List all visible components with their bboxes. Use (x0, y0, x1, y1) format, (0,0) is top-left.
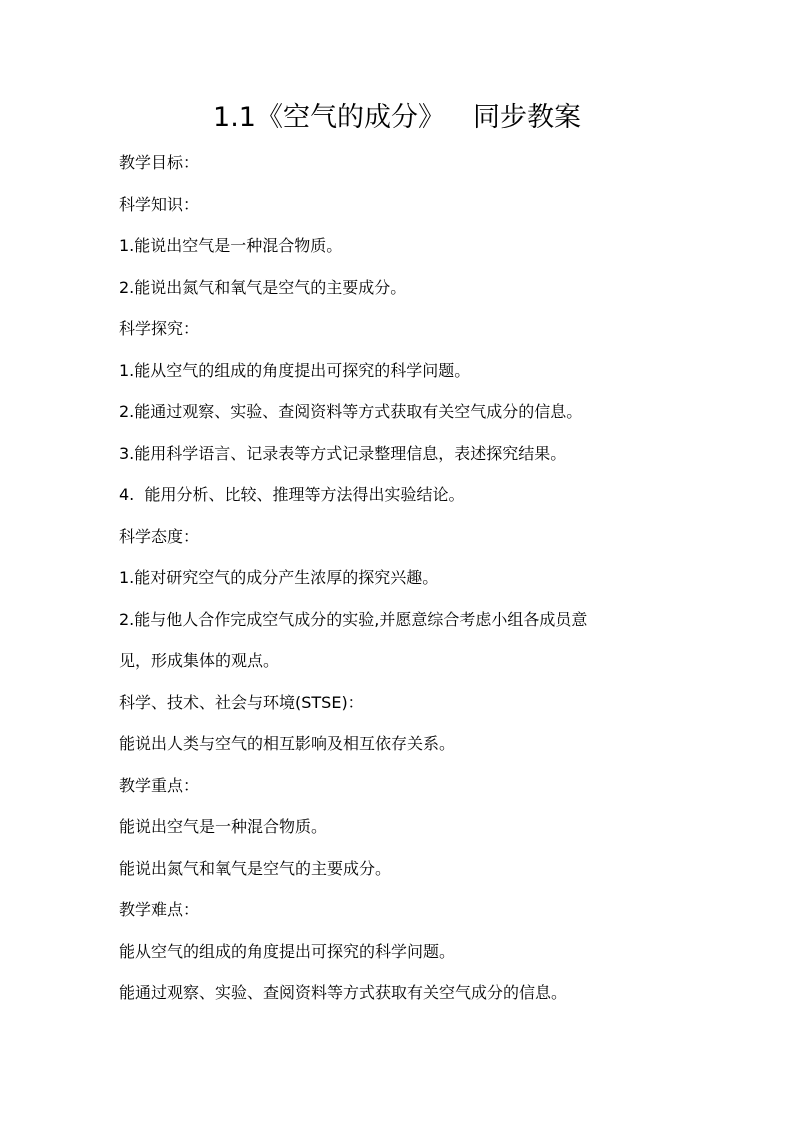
inquiry-item-4: 4. 能用分析、比较、推理等方法得出实验结论。 (119, 485, 465, 504)
attitude-item-1: 1.能对研究空气的成分产生浓厚的探究兴趣。 (119, 568, 439, 587)
document-title (0, 98, 794, 138)
inquiry-item-1: 1.能从空气的组成的角度提出可探究的科学问题。 (119, 360, 471, 380)
attitude-item-2-continued: 见，形成集体的观点。 (119, 651, 280, 670)
subheading-attitude: 科学态度： (119, 526, 200, 546)
knowledge-item-1: 1.能说出空气是一种混合物质。 (119, 236, 343, 255)
section-heading-key-points: 教学重点： (119, 775, 200, 795)
key-point-1: 能说出空气是一种混合物质。 (119, 817, 328, 836)
section-heading-objectives: 教学目标： (119, 153, 200, 172)
stse-item: 能说出人类与空气的相互影响及相互依存关系。 (119, 734, 456, 753)
difficulty-1: 能从空气的组成的角度提出可探究的科学问题。 (119, 941, 456, 961)
attitude-item-2: 2.能与他人合作完成空气成分的实验,并愿意综合考虑小组各成员意 (119, 609, 588, 629)
title-main: 1.1《空气的成分》 (213, 102, 445, 133)
section-heading-difficulties: 教学难点： (119, 900, 200, 919)
difficulty-2: 能通过观察、实验、查阅资料等方式获取有关空气成分的信息。 (119, 983, 568, 1002)
inquiry-item-2: 2.能通过观察、实验、查阅资料等方式获取有关空气成分的信息。 (119, 402, 583, 421)
key-point-2: 能说出氮气和氧气是空气的主要成分。 (119, 858, 392, 878)
knowledge-item-2: 2.能说出氮气和氧气是空气的主要成分。 (119, 277, 407, 297)
title-sub: 同步教案 (472, 102, 581, 133)
subheading-stse: 科学、技术、社会与环境(STSE)： (119, 692, 364, 712)
subheading-knowledge: 科学知识： (119, 194, 200, 214)
document-body (119, 142, 689, 1014)
subheading-inquiry: 科学探究： (119, 319, 200, 338)
inquiry-item-3: 3.能用科学语言、记录表等方式记录整理信息，表述探究结果。 (119, 443, 567, 463)
